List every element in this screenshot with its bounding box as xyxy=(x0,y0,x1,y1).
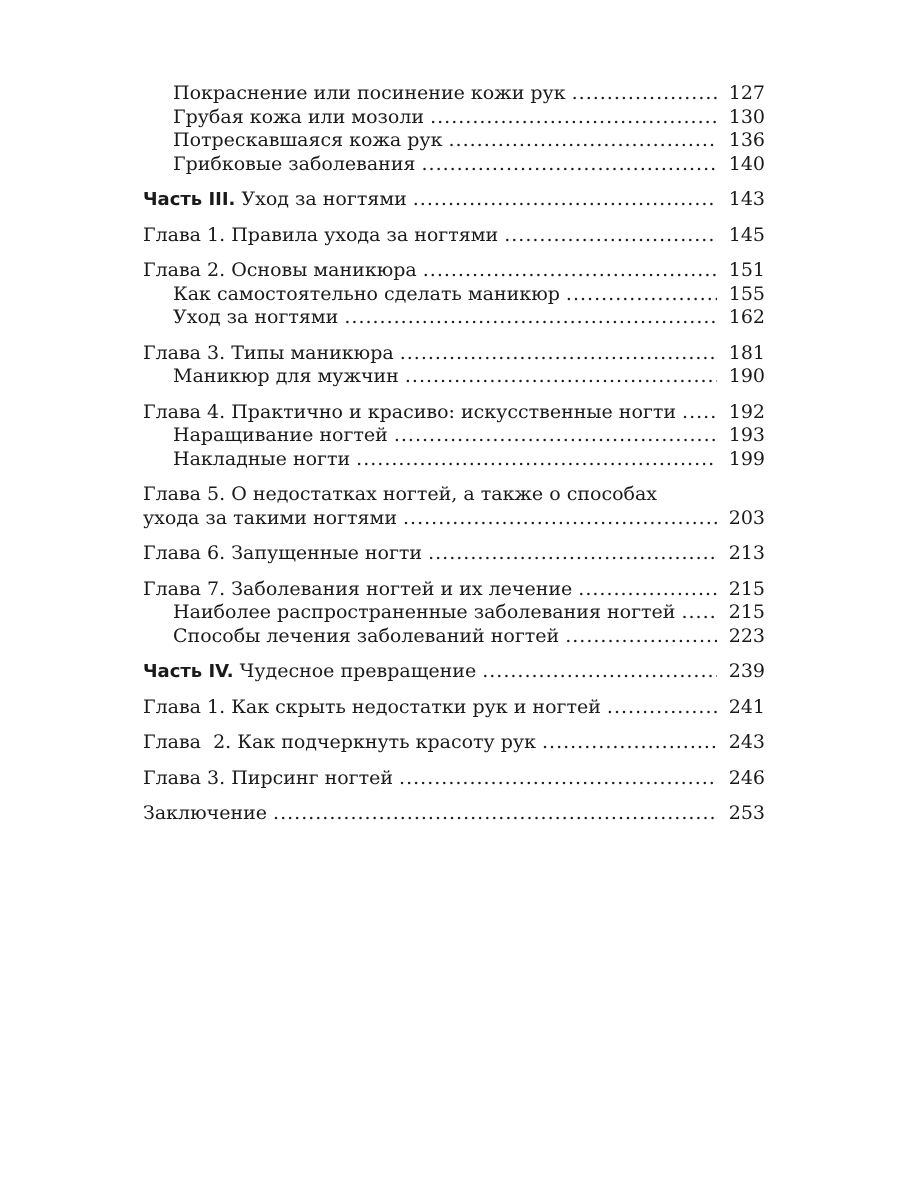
toc-part-entry xyxy=(143,188,765,212)
toc-part-entry xyxy=(143,660,765,684)
toc-entry xyxy=(143,601,765,625)
dot-leader xyxy=(400,342,717,366)
toc-page-number: 223 xyxy=(728,624,765,647)
toc-entry xyxy=(143,106,765,130)
toc-chapter-entry xyxy=(143,802,765,826)
dot-leader xyxy=(504,224,717,248)
toc-page-number: 243 xyxy=(728,731,765,753)
toc-chapter-entry xyxy=(143,342,765,366)
part-label: Часть IV. xyxy=(143,661,234,682)
toc-entry-title: Как самостоятельно сделать маникюр xyxy=(173,282,560,305)
toc-page-number: 239 xyxy=(728,660,765,682)
dot-leader xyxy=(394,424,717,448)
toc-chapter-entry-line2 xyxy=(143,507,765,531)
toc-page-number: 246 xyxy=(728,766,765,789)
toc-page-number: 143 xyxy=(728,188,765,210)
toc-entry-title: Потрескавшаяся кожа рук xyxy=(173,129,443,151)
dot-leader xyxy=(449,129,718,153)
toc-page-number: 213 xyxy=(728,542,765,564)
toc-page-number: 203 xyxy=(728,506,765,529)
dot-leader xyxy=(572,82,717,106)
toc-entry xyxy=(143,283,765,307)
toc-page-number: 215 xyxy=(728,601,765,623)
toc-chapter-entry xyxy=(143,696,765,720)
toc-page-number: 151 xyxy=(728,259,765,281)
toc-chapter-entry xyxy=(143,767,765,791)
dot-leader xyxy=(607,696,717,720)
dot-leader xyxy=(399,767,717,791)
toc-page-number: 241 xyxy=(728,695,765,718)
toc-entry xyxy=(143,365,765,389)
toc-entry-title: Глава 4. Практично и красиво: искусственные ногти xyxy=(143,400,677,423)
toc-entry xyxy=(143,424,765,448)
toc-entry-title: Глава 3. Типы маникюра xyxy=(143,341,394,364)
toc-entry-title: Маникюр для мужчин xyxy=(173,365,399,387)
dot-leader xyxy=(344,306,717,330)
toc-entry-title: ухода за такими ногтями xyxy=(143,506,397,529)
toc-page-number: 136 xyxy=(728,129,765,151)
dot-leader xyxy=(565,625,717,649)
toc-entry-title: Глава 1. Как скрыть недостатки рук и ногтей xyxy=(143,695,601,718)
dot-leader xyxy=(356,448,717,472)
toc-entry-title: Глава 7. Заболевания ногтей и их лечение xyxy=(143,577,573,600)
toc-entry xyxy=(143,153,765,177)
toc-chapter-entry xyxy=(143,542,765,566)
dot-leader xyxy=(542,731,717,755)
toc-chapter-entry-line1 xyxy=(143,483,765,507)
toc-page-number: 140 xyxy=(728,152,765,175)
dot-leader xyxy=(682,401,717,425)
table-of-contents xyxy=(143,82,765,826)
toc-entry xyxy=(143,129,765,153)
dot-leader xyxy=(482,660,717,684)
toc-entry xyxy=(143,448,765,472)
toc-entry-title: Глава 6. Запущенные ногти xyxy=(143,542,423,564)
toc-entry-title: Наиболее распространенные заболевания ногтей xyxy=(173,601,676,623)
dot-leader xyxy=(428,542,717,566)
toc-entry xyxy=(143,82,765,106)
toc-entry-title: Грибковые заболевания xyxy=(173,152,416,175)
toc-chapter-entry xyxy=(143,224,765,248)
toc-page-number: 192 xyxy=(728,400,765,423)
toc-chapter-entry xyxy=(143,578,765,602)
dot-leader xyxy=(681,601,717,625)
toc-entry-title: Глава 2. Как подчеркнуть красоту рук xyxy=(143,731,536,753)
toc-entry-title: Глава 5. О недостатках ногтей, а также о способах xyxy=(143,483,658,505)
dot-leader xyxy=(273,802,717,826)
toc-page-number: 155 xyxy=(728,282,765,305)
dot-leader xyxy=(578,578,717,602)
dot-leader xyxy=(566,283,717,307)
toc-entry-title xyxy=(143,188,407,212)
toc-entry xyxy=(143,625,765,649)
toc-entry-title: Способы лечения заболеваний ногтей xyxy=(173,624,560,647)
dot-leader xyxy=(421,153,717,177)
part-label: Часть III. xyxy=(143,189,236,210)
toc-entry-title: Заключение xyxy=(143,802,268,824)
toc-page-number: 190 xyxy=(728,365,765,387)
toc-entry-title: Грубая кожа или мозоли xyxy=(173,105,425,128)
toc-page-number: 162 xyxy=(728,306,765,328)
dot-leader xyxy=(413,188,717,212)
toc-entry-title: Глава 2. Основы маникюра xyxy=(143,259,417,281)
toc-chapter-entry xyxy=(143,731,765,755)
toc-chapter-entry xyxy=(143,401,765,425)
toc-page-number: 193 xyxy=(728,424,765,446)
toc-page-number: 253 xyxy=(728,802,765,824)
dot-leader xyxy=(423,259,717,283)
toc-chapter-entry xyxy=(143,259,765,283)
part-title: Уход за ногтями xyxy=(235,188,407,210)
toc-page-number: 199 xyxy=(728,447,765,470)
toc-page-number: 130 xyxy=(728,105,765,128)
toc-entry-title: Уход за ногтями xyxy=(173,306,339,328)
toc-entry-title: Накладные ногти xyxy=(173,447,351,470)
toc-entry-title: Глава 1. Правила ухода за ногтями xyxy=(143,223,499,246)
toc-entry-title: Наращивание ногтей xyxy=(173,424,388,446)
toc-entry-title: Глава 3. Пирсинг ногтей xyxy=(143,766,394,789)
dot-leader xyxy=(430,106,717,130)
toc-page-number: 215 xyxy=(728,577,765,600)
toc-page-number: 181 xyxy=(728,341,765,364)
toc-page-number: 127 xyxy=(728,82,765,104)
toc-page-number: 145 xyxy=(728,223,765,246)
toc-entry xyxy=(143,306,765,330)
dot-leader xyxy=(403,507,717,531)
dot-leader xyxy=(405,365,717,389)
part-title: Чудесное превращение xyxy=(233,660,477,682)
toc-entry-title: Покраснение или посинение кожи рук xyxy=(173,82,566,104)
toc-entry-title xyxy=(143,660,476,684)
